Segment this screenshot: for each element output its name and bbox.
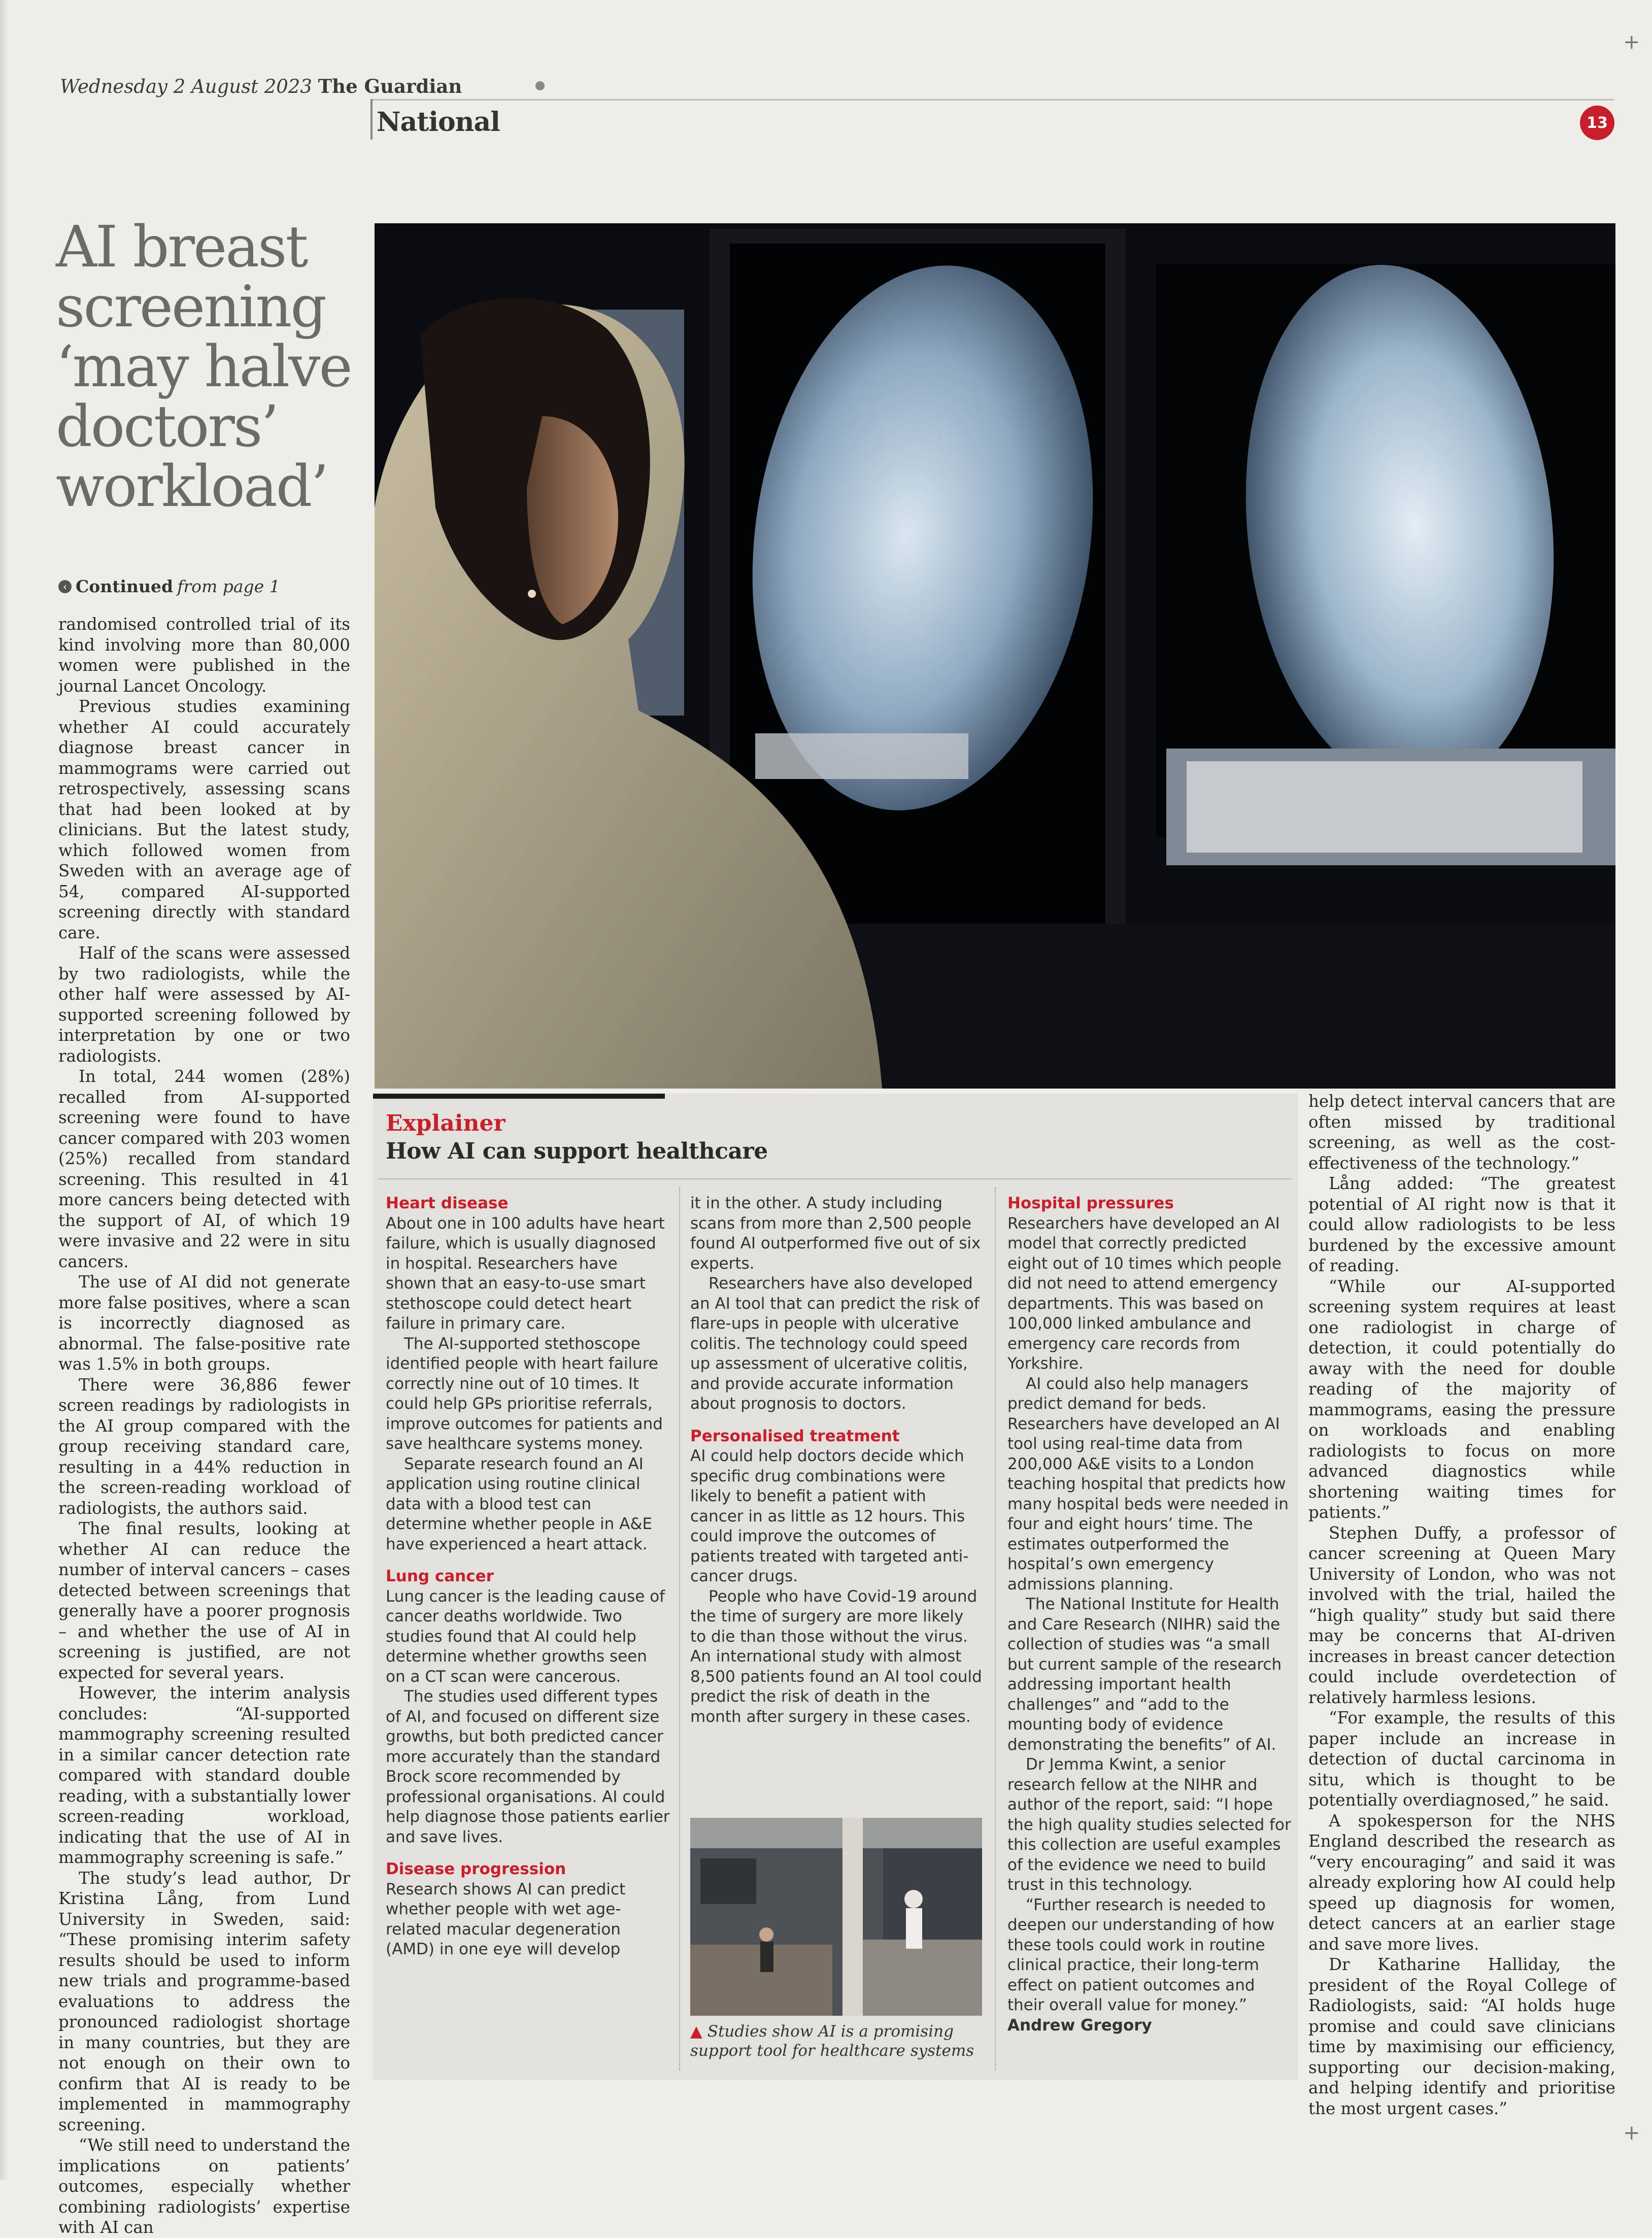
main-photo-illustration — [375, 223, 1615, 1089]
section-title: National — [377, 107, 500, 138]
heading-heart-disease: Heart disease — [386, 1194, 509, 1212]
explainer-paragraph: AI could also help managers predict demand for beds. Researchers have developed an AI tool using real-time data from 200,000 A&E visits to a London teaching hospital that predicts how many hospital beds were needed in four and eight hours’ time. The estimates outperformed the hospital’s own emergency admissions planning. — [1007, 1374, 1289, 1593]
explainer-paragraph: About one in 100 adults have heart failure, which is usually diagnosed in hospital. Researchers have shown that an easy-to-use smart stethoscope could detect heart failure in primary care. — [386, 1214, 665, 1333]
caption-text: Studies show AI is a promising support tool for healthcare systems — [690, 2022, 974, 2060]
article-paragraph: Half of the scans were assessed by two radiologists, while the other half were assessed by AI-supported screening followed by interpretation by one or two radiologists. — [58, 943, 350, 1066]
continued-note — [58, 577, 280, 596]
explainer-paragraph: “Further research is needed to deepen our understanding of how these tools could work in routine clinical practice, their long-term effect on patient outcomes and their overall value for money.” — [1007, 1895, 1275, 2014]
page-edge-shadow — [0, 0, 8, 2180]
explainer-paragraph: The National Institute for Health and Care Research (NIHR) said the collection of studies was “a small but current sample of the research addressing important health challenges” and “add to the mounting body of evidence demonstrating the benefits” of AI. — [1007, 1595, 1282, 1754]
small-photo-caption — [690, 2022, 982, 2060]
explainer-rule — [378, 1178, 1292, 1179]
article-paragraph: In total, 244 women (28%) recalled from AI-supported screening were found to have cancer compared with 203 women (25%) recalled from standard screening. This resulted in 41 more cancers being detected with the support of AI, of which 19 were invasive and 22 were in situ cancers. — [58, 1067, 350, 1271]
heading-lung-cancer: Lung cancer — [386, 1567, 494, 1585]
heading-hospital-pressures: Hospital pressures — [1007, 1194, 1174, 1212]
explainer-paragraph: it in the other. A study including scans from more than 2,500 people found AI outperformed five out of six experts. — [690, 1194, 981, 1273]
explainer-title: How AI can support healthcare — [386, 1138, 768, 1164]
masthead-date: Wednesday 2 August 2023 — [60, 76, 312, 97]
masthead — [60, 75, 462, 97]
explainer-paragraph: People who have Covid-19 around the time of surgery are more likely to die than those without the virus. An international study with almost 8,500 patients found an AI tool could predict the risk of death in the month after surgery in these cases. — [690, 1587, 982, 1726]
article-paragraph: Dr Katharine Halliday, the president of the Royal College of Radiologists, said: “AI holds huge promise and could save clinicians time by maximising our efficiency, supporting our decision-making, and helping identify and prioritise the most urgent cases.” — [1308, 1955, 1615, 2118]
article-paragraph: “We still need to understand the implications on patients’ outcomes, especially whether combining radiologists’ expertise with AI can — [58, 2135, 350, 2237]
explainer-paragraph: Lung cancer is the leading cause of cancer deaths worldwide. Two studies found that AI could help determine whether growths seen on a CT scan were cancerous. — [386, 1587, 665, 1686]
article-left-column — [58, 614, 350, 2238]
explainer-paragraph: Dr Jemma Kwint, a senior research fellow at the NIHR and author of the report, said: “I hope the high quality studies selected for this collection are useful examples of the evidence we need to build trust in this technology. — [1007, 1755, 1291, 1894]
byline: Andrew Gregory — [1007, 2016, 1152, 2034]
article-paragraph: “For example, the results of this paper include an increase in detection of ductal carcinoma in situ, which is thought to be potentially overdiagnosed,” he said. — [1308, 1708, 1615, 1810]
article-paragraph: randomised controlled trial of its kind involving more than 80,000 women were published in the journal Lancet Oncology. — [58, 615, 350, 696]
article-paragraph: The study’s lead author, Dr Kristina Lång, from Lund University in Sweden, said: “These promising interim safety results should be used to inform new trials and programme-based evaluations to address the pronounced radiologist shortage in many countries, but they are not enough on their own to confirm that AI is ready to be implemented in mammography screening. — [58, 1868, 350, 2134]
article-paragraph: However, the interim analysis concludes: “AI-supported mammography screening resulted in a similar cancer detection rate compared with standard double reading, with a substantially lower screen-reading workload, indicating that the use of AI in mammography screening is safe.” — [58, 1683, 350, 1867]
explainer-paragraph: The studies used different types of AI, and focused on different size growths, but both predicted cancer more accurately than the standard Brock score recommended by professional organisations. AI could help diagnose those patients earlier and save lives. — [386, 1687, 670, 1846]
explainer-column-3 — [1007, 1194, 1292, 2036]
article-paragraph: Stephen Duffy, a professor of cancer screening at Queen Mary University of London, who was not involved with the trial, hailed the “high quality” study but said there may be concerns that AI-driven increases in breast cancer detection could include overdetection of relatively harmless lesions. — [1308, 1523, 1615, 1707]
explainer-paragraph: AI could help doctors decide which specific drug combinations were likely to benefit a patient with cancer in as little as 12 hours. This could improve the outcomes of patients treated with targeted anti-cancer drugs. — [690, 1447, 969, 1585]
headline: AI breast screening ‘may halve doctors’ workload’ — [56, 214, 351, 520]
explainer-column-separator — [995, 1188, 996, 2071]
explainer-paragraph: The AI-supported stethoscope identified people with heart failure correctly nine out of 10 times. It could help GPs prioritise referrals, improve outcomes for patients and save healthcare systems money. — [386, 1334, 663, 1453]
registration-mark-icon: + — [1623, 2121, 1640, 2145]
explainer-paragraph: Research shows AI can predict whether people with wet age-related macular degeneration (AMD) in one eye will develop — [386, 1880, 626, 1958]
explainer-column-2 — [690, 1194, 982, 1727]
article-paragraph: Lång added: “The greatest potential of AI right now is that it could allow radiologists to be less burdened by the excessive amount of reading. — [1308, 1174, 1615, 1275]
registration-dot-icon — [535, 81, 545, 90]
registration-mark-icon: + — [1623, 30, 1640, 54]
small-photo-illustration — [690, 1818, 982, 2016]
explainer-top-bar — [373, 1094, 665, 1099]
article-paragraph: The final results, looking at whether AI can reduce the number of interval cancers – cases detected between screenings that generally have a poorer prognosis – and whether the use of AI in screening is justified, are not expected for several years. — [58, 1519, 350, 1682]
article-paragraph: “While our AI-supported screening system requires at least one radiologist in charge of detection, it could potentially do away with the need for double reading of the majority of mammograms, easing the pressure on workloads and enabling radiologists to focus on more advanced diagnostics while shortening waiting times for patients.” — [1308, 1276, 1615, 1522]
section-divider — [370, 99, 373, 140]
small-photo-hospital — [690, 1818, 982, 2016]
section-rule — [370, 99, 1614, 100]
continued-arrow-icon: ‹ — [58, 580, 72, 593]
heading-disease-progression: Disease progression — [386, 1860, 566, 1878]
masthead-paper: The Guardian — [318, 75, 462, 97]
heading-personalised-treatment: Personalised treatment — [690, 1427, 900, 1445]
explainer-paragraph: Separate research found an AI application using routine clinical data with a blood test can determine whether people in A&E have experienced a heart attack. — [386, 1454, 653, 1553]
page-number-badge: 13 — [1580, 106, 1614, 140]
article-paragraph: help detect interval cancers that are often missed by traditional screening, as well as the cost-effectiveness of the technology.” — [1308, 1092, 1615, 1173]
explainer-column-1 — [386, 1194, 670, 1960]
main-photo-mammogram-screening — [375, 223, 1615, 1089]
article-paragraph: There were 36,886 fewer screen readings by radiologists in the AI group compared with the group receiving standard care, resulting in a 44% reduction in the screen-reading workload of radiologists, the authors said. — [58, 1375, 350, 1518]
explainer-paragraph: Researchers have developed an AI model that correctly predicted eight out of 10 times which people did not need to attend emergency departments. This was based on 100,000 linked ambulance and emergency care records from Yorkshire. — [1007, 1214, 1282, 1373]
continued-label: Continued — [76, 577, 174, 596]
continued-from: from page 1 — [177, 577, 280, 596]
article-paragraph: Previous studies examining whether AI could accurately diagnose breast cancer in mammograms were carried out retrospectively, assessing scans that had been looked at by clinicians. But the latest study, which followed women from Sweden with an average age of 54, compared AI-supported screening directly with standard care. — [58, 697, 350, 942]
article-paragraph: A spokesperson for the NHS England described the research as “very encouraging” and said it was already exploring how AI could help speed up diagnosis for women, detect cancers at an earlier stage and save more lives. — [1308, 1811, 1615, 1954]
article-paragraph: The use of AI did not generate more false positives, where a scan is incorrectly diagnosed as abnormal. The false-positive rate was 1.5% in both groups. — [58, 1272, 350, 1374]
explainer-column-separator — [679, 1188, 680, 2071]
explainer-paragraph: Researchers have also developed an AI tool that can predict the risk of flare-ups in people with ulcerative colitis. The technology could speed up assessment of ulcerative colitis, and provide accurate information about prognosis to doctors. — [690, 1274, 980, 1413]
article-right-column — [1308, 1091, 1615, 2119]
caption-triangle-icon: ▲ — [690, 2022, 702, 2041]
explainer-kicker: Explainer — [386, 1110, 505, 1136]
